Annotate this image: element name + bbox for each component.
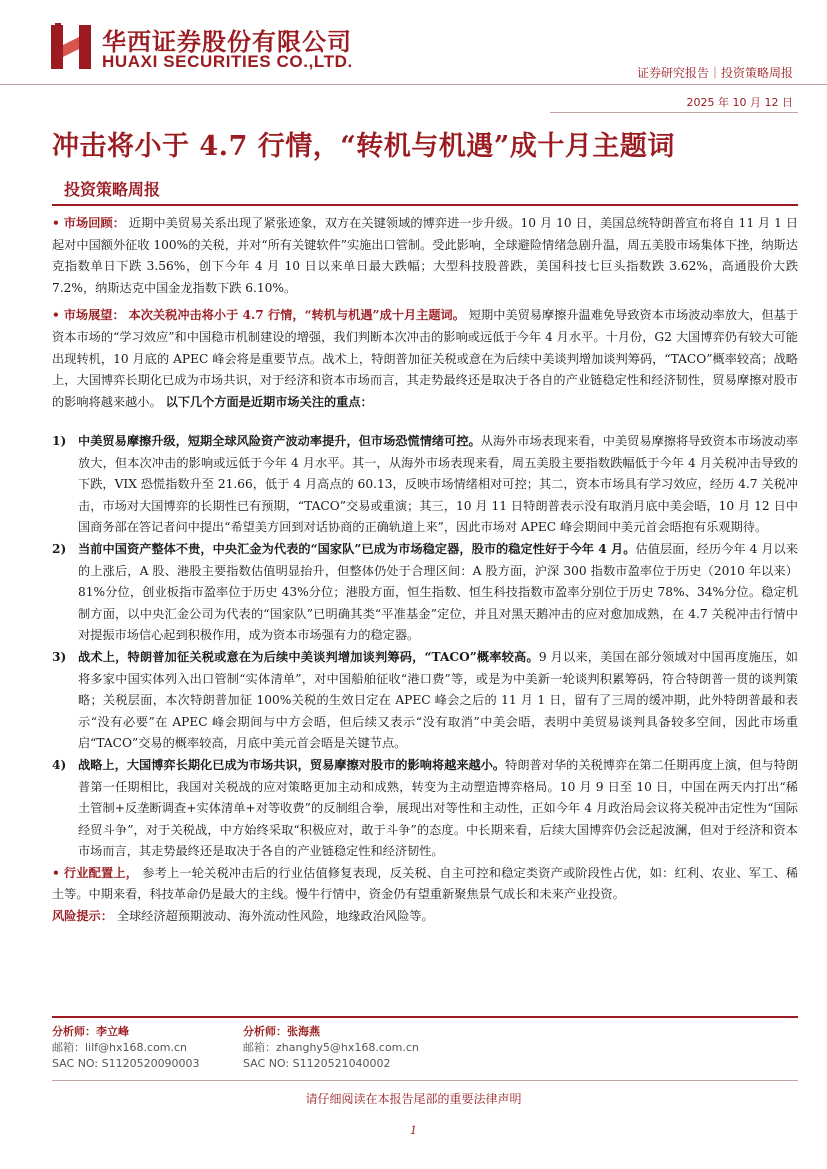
analyst-card	[243, 1024, 419, 1072]
point-heading: 中美贸易摩擦升级，短期全球风险资产波动率提升，但市场恐慌情绪可控。	[78, 434, 481, 448]
point-number: 2)	[52, 541, 67, 556]
subtitle-divider	[52, 204, 798, 206]
footer-divider	[52, 1016, 798, 1018]
point-number: 1)	[52, 434, 67, 448]
email-label: 邮箱：	[52, 1041, 85, 1054]
market-outlook-text: 短期中美贸易摩擦升温难免导致资本市场波动率放大，但基于资本市场的“学习效应”和中国稳市机制建设的增强，我们判断本次冲击的影响或远低于今年 4 月水平。十月份，G2 大国博弈仍有较大可能出现转机，10 月底的 APEC 峰会将是重要节点。战术上，特朗普加征关税或意在为后续中美谈判增加谈判筹码，“TACO”概率较高；战略上，大国博弈长期化已成为市场共识，对于经济和资本市场而言，其走势最终还是取决于各自的产业链稳定性和经济韧性，贸易摩擦对股市的影响将越来越小。	[52, 308, 798, 409]
market-outlook-paragraph	[52, 305, 798, 413]
report-category: 证券研究报告｜投资策略周报	[636, 66, 793, 80]
key-points	[52, 431, 798, 1006]
point-text: 从海外市场表现来看，中美贸易摩擦将导致资本市场波动率放大，但本次冲击的影响或远低于今年 4 月水平。其一，从海外市场表现来看，周五美股主要指数跌幅低于今年 4 月关税冲击导致的下跌，VIX 恐慌指数升至 21.66，低于 4 月高点的 60.13，反映市场情绪相对可控；其二，资本市场具有学习效应，经历 4.7 关税冲击，市场对大国博弈的长期性已有预期，“TACO”交易或重演；其三，10 月 11 日特朗普表示没有取消月底中美会晤，10 月 12 日中国商务部在答记者问中提出“希望美方回到对话协商的正确轨道上来”，因此市场对 APEC 峰会期间中美元首会晤抱有乐观期待。	[78, 434, 798, 535]
point-item	[52, 431, 798, 539]
market-outlook-label: 市场展望：	[63, 308, 125, 323]
point-heading: 战术上，特朗普加征关税或意在为后续中美谈判增加谈判筹码，“TACO”概率较高。	[78, 649, 539, 664]
industry-text: 参考上一轮关税冲击后的行业估值修复表现，反关税、自主可控和稳定类资产或阶段性占优，如：红利、农业、军工、稀土等。中期来看，科技革命仍是最大的主线。慢牛行情中，资金仍有望重新聚焦景气成长和未来产业投资。	[52, 865, 798, 902]
date-divider	[550, 112, 798, 113]
market-outlook-highlight: 本次关税冲击将小于 4.7 行情，“转机与机遇”成十月主题词。	[128, 308, 465, 323]
bullet-marker: •	[52, 865, 60, 880]
point-number: 4)	[52, 757, 67, 772]
bullet-marker: •	[52, 216, 60, 230]
page-number: 1	[410, 1124, 417, 1137]
point-item	[52, 539, 798, 647]
analyst-role: 分析师：	[52, 1025, 96, 1038]
company-name-cn: 华西证券股份有限公司	[102, 28, 352, 56]
bullet-marker: •	[52, 308, 60, 323]
company-name-en: HUAXI SECURITIES CO.,LTD.	[102, 52, 353, 71]
point-item	[52, 647, 798, 755]
market-review-paragraph	[52, 213, 798, 299]
email-label: 邮箱：	[243, 1041, 276, 1054]
point-item	[52, 755, 798, 863]
analyst-card	[52, 1024, 200, 1072]
legal-disclaimer: 请仔细阅读在本报告尾部的重要法律声明	[305, 1092, 522, 1106]
header-divider	[0, 84, 827, 85]
risk-text: 全球经济超预期波动、海外流动性风险，地缘政治风险等。	[116, 909, 434, 924]
risk-label: 风险提示：	[52, 909, 113, 924]
point-heading: 当前中国资产整体不贵，中央汇金为代表的“国家队”已成为市场稳定器，股市的稳定性好于今年 4 月。	[78, 541, 636, 556]
point-text: 特朗普对华的关税博弈在第二任期再度上演，但与特朗普第一任期相比，我国对关税战的应对策略更加主动和成熟，转变为主动塑造博弈格局。10 月 9 日至 10 日，中国在两天内打出“稀土管制+反垄断调查+实体清单+对等收费”的反制组合拳，展现出对等性和主动性，正如今年 4 月政治局会议将关税冲击定性为“国际经贸斗争”，对于关税战，中方始终采取“积极应对，敢于斗争”的态度。中长期来看，后续大国博弈仍会泛起波澜，但对于经济和资本市场而言，其走势最终还是取决于各自的产业链稳定性和经济韧性。	[78, 757, 798, 859]
analyst-sac: SAC NO: S1120520090003	[52, 1057, 200, 1070]
report-subtitle: 投资策略周报	[64, 180, 161, 199]
risk-paragraph	[52, 906, 798, 928]
focus-intro: 以下几个方面是近期市场关注的重点：	[165, 394, 373, 409]
analyst-name: 李立峰	[96, 1025, 129, 1038]
analyst-email[interactable]: lilf@hx168.com.cn	[85, 1041, 188, 1054]
analyst-sac: SAC NO: S1120521040002	[243, 1057, 391, 1070]
industry-paragraph	[52, 863, 798, 906]
market-review-label: 市场回顾：	[63, 216, 125, 230]
huaxi-logo-icon	[51, 23, 93, 71]
market-review-text: 近期中美贸易关系出现了紧张迹象，双方在关键领域的博弈进一步升级。10 月 10 日，美国总统特朗普宣布将自 11 月 1 日起对中国额外征收 100%的关税，并对“所有关键软件”实施出口管制。受此影响，全球避险情绪急剧升温，周五美股市场集体下挫，纳斯达克指数单日下跌 3.56%，创下今年 4 月 10 日以来单日最大跌幅；大型科技股普跌，美国科技七巨头指数跌 3.62%，高通股价大跌 7.2%，纳斯达克中国金龙指数下跌 6.10%。	[52, 216, 798, 295]
analyst-name: 张海燕	[287, 1025, 320, 1038]
report-title: 冲击将小于 4.7 行情，“转机与机遇”成十月主题词	[52, 131, 675, 162]
report-date: 2025 年 10 月 12 日	[686, 96, 793, 109]
analyst-email[interactable]: zhanghy5@hx168.com.cn	[276, 1041, 419, 1054]
point-number: 3)	[52, 649, 67, 664]
point-heading: 战略上，大国博弈长期化已成为市场共识，贸易摩擦对股市的影响将越来越小。	[78, 757, 506, 772]
industry-label: 行业配置上，	[63, 865, 139, 880]
point-text: 9 月以来，美国在部分领域对中国再度施压，如将多家中国实体列入出口管制“实体清单”，对中国船舶征收“港口费”等，或是为中美新一轮谈判积累筹码，符合特朗普一贯的谈判策略；关税层面，本次特朗普加征 100%关税的生效日定在 APEC 峰会之后的 11 月 1 日，留有了三周的缓冲期，此外特朗普最和表示“没有必要”在 APEC 峰会期间与中方会晤，但后续又表示“没有取消”中美会晤，表明中美贸易谈判具备较多空间，因此市场重启“TACO”交易的概率较高，月底中美元首会晤是关键节点。	[78, 649, 798, 751]
bottom-divider	[52, 1080, 798, 1081]
point-text: 估值层面，经历今年 4 月以来的上涨后，A 股、港股主要指数估值明显抬升，但整体仍处于合理区间：A 股方面，沪深 300 指数市盈率位于历史（2010 年以来）81%分位，创业板指市盈率位于历史 43%分位；港股方面，恒生指数、恒生科技指数市盈率分别位于历史 78%、34%分位。稳定机制方面，以中央汇金公司为代表的“国家队”已明确其类“平准基金”定位，并且对黑天鹅冲击的应对愈加成熟，在 4.7 关税冲击行情中对提振市场信心起到积极作用，成为资本市场强有力的稳定器。	[78, 541, 798, 643]
analyst-role: 分析师：	[243, 1025, 287, 1038]
